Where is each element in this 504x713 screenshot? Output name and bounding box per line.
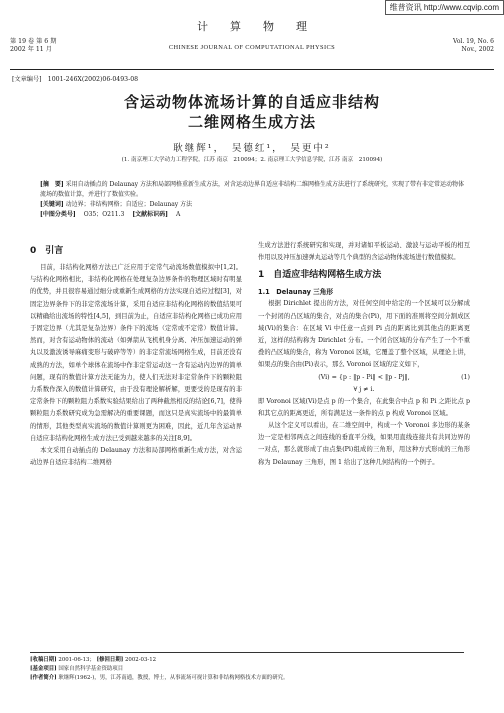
left-column	[30, 240, 242, 469]
received-label: [收稿日期]	[30, 657, 57, 663]
delaunay-paragraph-2: 即 Voronoi 区域(Vi)是点 p 的一个集合，在此集合中点 p 和 Pi 之距比点 p 和其它点的距离更近，所有满足这一条件的点 p 构成 Voronoi 区域。	[258, 397, 470, 417]
clc-value: O35；O211.3	[83, 211, 125, 218]
header-right	[453, 38, 494, 54]
revised-label: [修回日期]	[96, 657, 124, 663]
date-cn: 2002 年 11 月	[10, 46, 52, 53]
delaunay-paragraph-1: 根据 Dirichlet 提出的方法，对任何空间中给定的一个区域可以分解成一个封闭的凸区域的集合，对点的集合(Pi)，用下面的准则将空间分割成区域(Vi)的集合：在区域 Vi 中任意一点到 Pi 点的距离比到其他点的距离更近，这样的结构称为 Dirichlet 分布。一个闭合区域的分布产生了一个不重叠的凸区域的集合，称为 Voronoi 区域，它覆盖了整个区域，从理论上讲，如果点的集合由(Pi)表示，那么 Voronoi 区域的定义如下，	[258, 300, 470, 369]
equation-line-1: (Vi) = {p : ‖p - Pi‖ < ‖p - Pj‖,	[318, 373, 410, 381]
title-line-1: 含运动物体流场计算的自适应非结构	[123, 93, 380, 111]
abstract-label: [摘 要]	[40, 181, 64, 188]
header-center	[10, 18, 494, 51]
received-date: 2001-06-13；	[58, 657, 95, 663]
affiliation: (1. 南京理工大学动力工程学院，江苏 南京 210094；2. 南京理工大学信息学院，江苏 南京 210094)	[121, 157, 383, 163]
right-column	[258, 240, 470, 469]
subsection-1-1-heading: 1.1 Delaunay 三角形	[258, 288, 333, 297]
doc-code-value: A	[176, 211, 181, 218]
journal-name-en: CHINESE JOURNAL OF COMPUTATIONAL PHYSICS	[168, 44, 336, 51]
author-bio-text: 耿继辉(1962-)，男，江苏南通，教授，博士，从事流场可视计算和非结构网格技术方面的研究。	[58, 675, 289, 681]
keywords-label: [关键词]	[40, 201, 64, 208]
author-footnote	[30, 674, 464, 683]
fund-text: 国家自然科学基金资助项目	[58, 666, 124, 672]
doc-code-label: [文献标识码]	[132, 211, 169, 218]
journal-name-cn: 计算物理	[197, 20, 329, 33]
keywords-text: 动边界；非结构网格；自适应；Delaunay 方法	[65, 201, 193, 208]
keywords	[40, 200, 464, 210]
intro-paragraph-1: 目前，非结构化网格方法已广泛应用于定常气动流场数值模拟中[1,2]。与结构化网格相比，非结构化网格在处理复杂边界条件的物理区域时有明显的优势，并且很容易通过细分或重新生成网格的方法实现自适应过程[3]，对固定边界条件下的非定常流场计算，采用自适应非结构化网格的数值结果可以精确给出流场的特性[4,5]，到目前为止，自适应非结构化网格已成功应用于固定边界（尤其是复杂边界）条件下的流场（定常或不定常）数值计算。然而，对含有运动物体的流动（如弹箭从飞机机身分离、冲压加速运动的弹丸以及激波诱导麻痛变形与破碎等等）的非定常流场网格生成，目前还没有成熟的方法，如单个球体在流场中作非定常运动这一含有运动内边界的简单问题，现有的数值计算方法无能为力，使人们无法对非定常条件下的颗粒阻力系数作深入的数值计算研究，由于没有理论解析解，更要受的是现有的非定常条件下的颗粒阻力系数实验结果给出了两种截然相反的结论[6,7]，使得颗粒阻力系数研究成为急需解决的重要课题，而这只是真实流场中的最简单的情形，其他类型真实流场的数值计算则更为困难，因此，近几年含运动界自适应非结构化网格生成方法已受到越来越多的关注[8,9]。	[30, 264, 242, 442]
section-1-heading: 1 自适应非结构网格生成方法	[258, 270, 382, 281]
journal-header	[10, 14, 494, 70]
equation-line-2: ∀ j ≠ i.	[353, 385, 375, 393]
watermark: 维普资讯 http://www.cqvip.com	[385, 0, 504, 15]
paper-title	[0, 92, 504, 132]
equation-1	[258, 372, 470, 396]
author-bio-label: [作者简介]	[30, 675, 57, 681]
footnotes	[30, 652, 464, 683]
classification-row	[40, 210, 464, 220]
fund-label: [基金项目]	[30, 666, 57, 672]
delaunay-paragraph-3: 从这个定义可以看出，在二维空间中，构成一个 Voronoi 多边形的某条边一定是相邻两点之间连线的垂直平分线，如果用直线连接共有共同边界的一对点，那么就形成了由点集(Pi)组成的三角形，用这种方式形成的三角形称为 Delaunay 三角形，图 1 给出了这种几何结构的一个例子。	[258, 422, 470, 466]
authors: 耿继辉¹， 吴德红¹， 吴更中²	[173, 143, 331, 154]
date-en: Nov., 2002	[461, 46, 494, 53]
abstract	[40, 180, 464, 200]
article-number: [文章编号] 1001-246X(2002)06-0493-08	[12, 76, 139, 83]
dates-footnote	[30, 656, 464, 665]
volume-en: Vol. 19, No. 6	[453, 38, 494, 45]
equation-number: (1)	[461, 373, 470, 381]
fund-footnote	[30, 665, 464, 674]
abstract-block	[40, 180, 464, 220]
abstract-text: 采用自动插点的 Delaunay 方法和局部网格重新生成方法，对含运动边界自适应非结构二维网格生成方法进行了系统研究，实现了带有非定常运动物体流场的数值计算，并进行了数值实验。	[40, 181, 464, 198]
intro-paragraph-continued: 生成方法进行系统研究和实现，并对诸如平板运动、激波与运动平板的相互作用以及冲压加速弹丸运动等几个典型的含运动物体流场进行数值模拟。	[258, 242, 470, 262]
volume-cn: 第 19 卷 第 6 期	[10, 38, 57, 45]
clc-label: [中图分类号]	[40, 211, 76, 218]
section-0-heading: 0 引言	[30, 246, 64, 256]
title-line-2: 二维网格生成方法	[187, 113, 316, 131]
intro-paragraph-2: 本文采用自动插点的 Delaunay 方法和局部网格重新生成方法，对含运动边界自适应非结构二维网格	[30, 447, 242, 467]
revised-date: 2002-03-12	[124, 657, 157, 663]
